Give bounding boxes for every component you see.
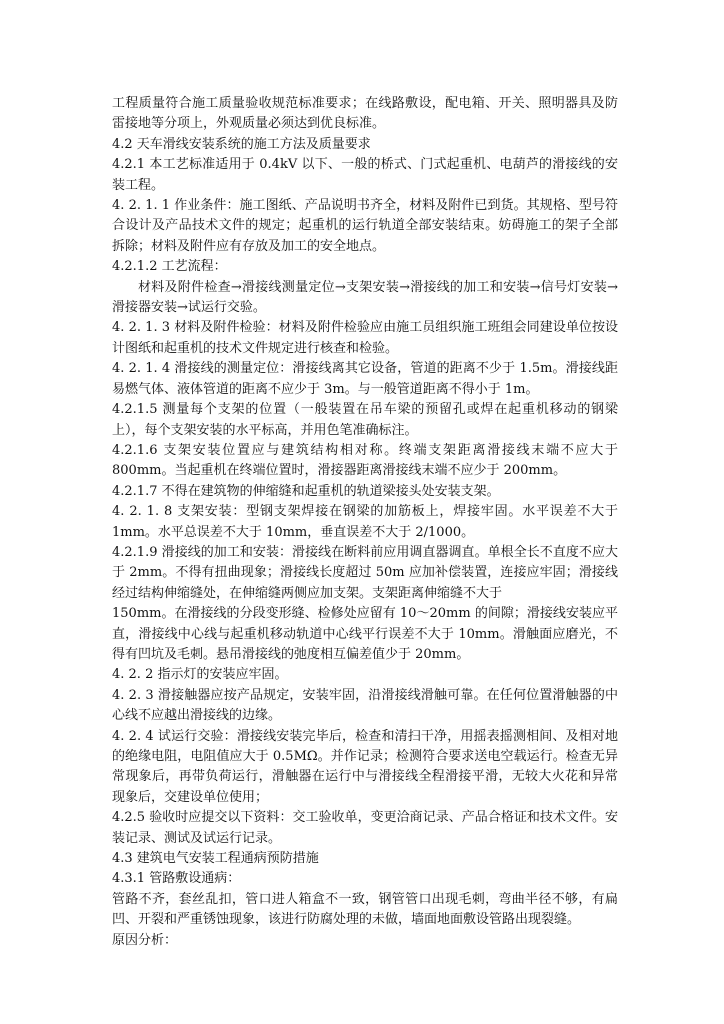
paragraph-4-3-1: 4.3.1 管路敷设通病： [112,871,241,887]
paragraph-4-2-2: 4. 2. 2 指示灯的安装应牢固。 [112,667,288,683]
paragraph-quality-standard: 工程质量符合施工质量验收规范标准要求；在线路敷设，配电箱、开关、照明器具及防雷接地等分项上，外观质量必须达到优良标准。 [112,96,618,132]
section-heading-4-3: 4.3 建筑电气安装工程通病预防措施 [112,851,319,867]
paragraph-conduit-defects: 管路不齐，套丝乱扣，管口进人箱盒不一致，钢管管口出现毛刺，弯曲半径不够，有扁凹、开裂和严重锈蚀现象，该进行防腐处理的未做，墙面地面敷设管路出现裂缝。 [112,891,618,928]
paragraph-4-2-3: 4. 2. 3 滑接触器应按产品规定，安装牢固，沿滑接线滑触可靠。在任何位置滑触器的中心线不应越出滑接线的边缘。 [112,687,618,724]
paragraph-4-2-1-3: 4. 2. 1. 3 材料及附件检验：材料及附件检验应由施工员组织施工班组会同建设单位按设计图纸和起重机的技术文件规定进行核查和检验。 [112,320,618,356]
paragraph-4-2-1: 4.2.1 本工艺标准适用于 0.4kV 以下、一般的桥式、门式起重机、电葫芦的滑接线的安装工程。 [112,157,618,193]
paragraph-4-2-1-6: 4.2.1.6 支架安装位置应与建筑结构相对称。终端支架距离滑接线末端不应大于 800mm。当起重机在终端位置时，滑接器距离滑接线末端不应少于 200mm。 [112,442,618,479]
paragraph-cause-analysis: 原因分析： [112,932,178,948]
paragraph-4-2-1-5: 4.2.1.5 测量每个支架的位置（一般装置在吊车梁的预留孔或焊在起重机移动的钢梁上），每个支架安装的水平标高，并用色笔准确标注。 [112,402,618,438]
paragraph-4-2-4: 4. 2. 4 试运行交验：滑接线安装完毕后，检查和清扫干净，用摇表摇测相间、及相对地的绝缘电阻，电阻值应大于 0.5MΩ。并作记录；检测符合要求送电空载运行。检查无异常现象后，再带负荷运行，滑触器在运行中与滑接线全程滑接平滑，无较大火花和异常现象后，交建设单位使用； [112,728,618,805]
paragraph-4-2-1-9-continued: 150mm。在滑接线的分段变形缝、检修处应留有 10～20mm 的间隙；滑接线安装应平直，滑接线中心线与起重机移动轨道中心线平行误差不大于 10mm。滑触面应磨光，不得有凹坑及毛刺。悬吊滑接线的弛度相互偏差值少于 20mm。 [112,606,618,662]
paragraph-4-2-1-4: 4. 2. 1. 4 滑接线的测量定位：滑接线离其它设备，管道的距离不少于 1.5m。滑接线距易燃气体、液体管道的距离不应少于 3m。与一般管道距离不得小于 1m。 [112,361,618,397]
section-heading-4-2: 4.2 天车滑线安装系统的施工方法及质量要求 [112,136,371,152]
paragraph-4-2-1-8: 4. 2. 1. 8 支架安装：型钢支架焊接在钢梁的加筋板上，焊接牢固。水平误差不大于 1mm。水平总误差不大于 10mm，垂直误差不大于 2/1000。 [112,504,618,540]
paragraph-4-2-1-1: 4. 2. 1. 1 作业条件：施工图纸、产品说明书齐全，材料及附件已到货。其规格、型号符合设计及产品技术文件的规定；起重机的运行轨道全部安装结束。妨碍施工的架子全部拆除；材料及附件应有存放及加工的安全地点。 [112,198,618,254]
paragraph-4-2-1-9: 4.2.1.9 滑接线的加工和安装：滑接线在断料前应用调直器调直。单根全长不直度不应大于 2mm。不得有扭曲现象；滑接线长度超过 50m 应加补偿装置，连接应牢固；滑接线经过结构伸缩缝处，在伸缩缝两侧应加支架。支架距离伸缩缝不大于 [112,544,618,601]
document-body [112,94,618,951]
paragraph-4-2-1-7: 4.2.1.7 不得在建筑物的伸缩缝和起重机的轨道梁接头处安装支架。 [112,483,500,499]
paragraph-4-2-1-2: 4.2.1.2 工艺流程： [112,259,227,275]
paragraph-4-2-5: 4.2.5 验收时应提交以下资料：交工验收单，变更洽商记录、产品合格证和技术文件。安装记录、测试及试运行记录。 [112,810,618,846]
paragraph-process-flow: 材料及附件检查→滑接线测量定位→支架安装→滑接线的加工和安装→信号灯安装→滑接器安装→试运行交验。 [112,279,618,316]
